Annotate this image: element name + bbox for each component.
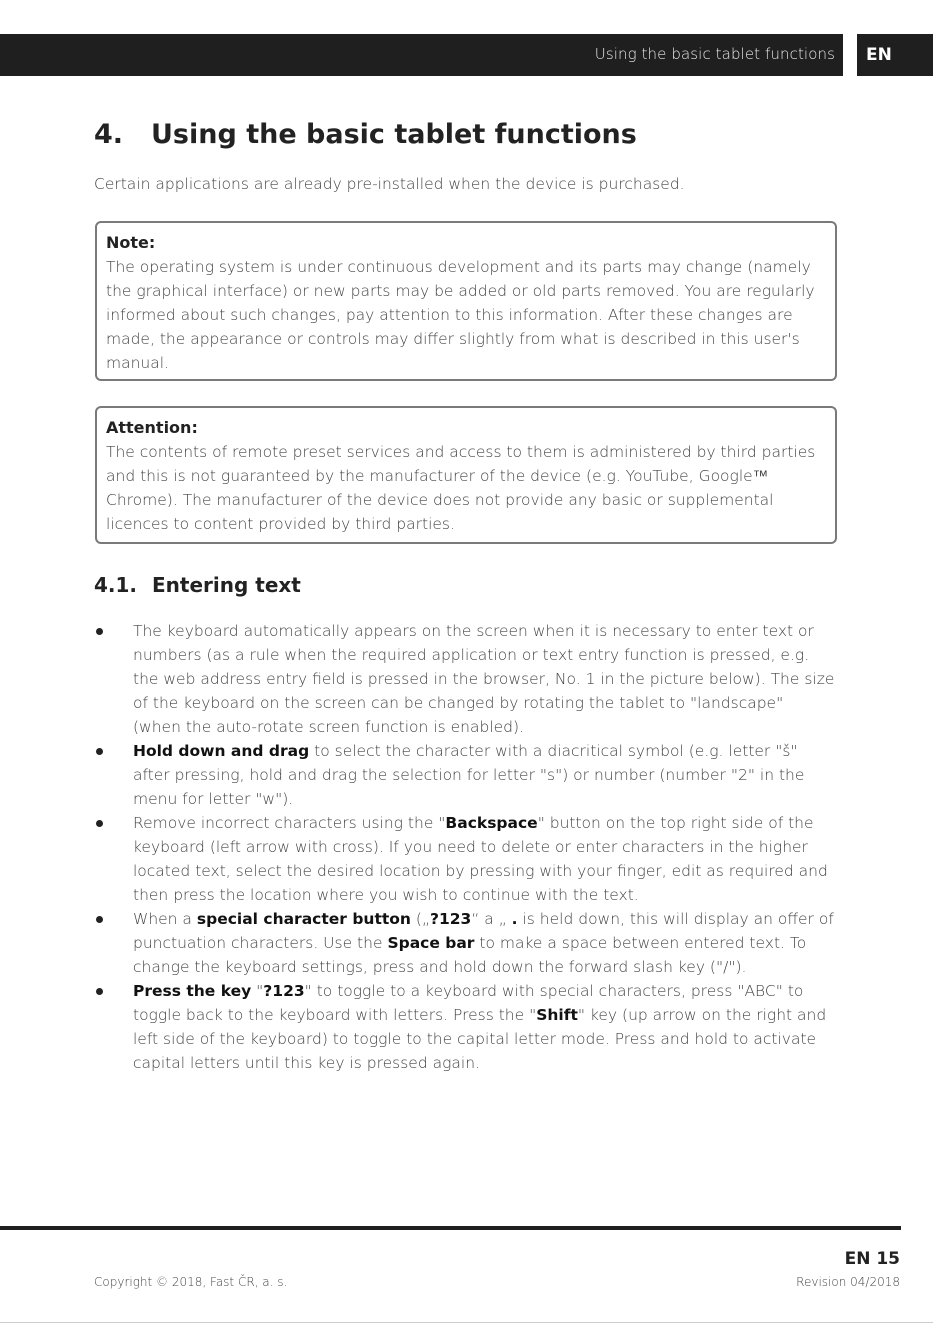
bullet-icon xyxy=(96,748,103,755)
attention-box xyxy=(95,406,837,544)
copyright: Copyright © 2018, Fast ČR, a. s. xyxy=(94,1275,288,1289)
bullet-icon xyxy=(96,988,103,995)
list-item: Press the key "?123" to toggle to a keyboard with special characters, press "ABC" to toggle back to the keyboard with letters. Press the "Shift" key (up arrow on the right and left side of the keyboard) to toggle to the capital letter mode. Press and hold to activate capital letters until this key is pressed again. xyxy=(94,979,836,1075)
footer-divider xyxy=(0,1226,901,1230)
running-title: Using the basic tablet functions xyxy=(594,45,835,63)
section-title-text: Entering text xyxy=(152,573,301,597)
bullet-icon xyxy=(96,628,103,635)
list-item: Remove incorrect characters using the "Backspace" button on the top right side of the keyboard (left arrow with cross). If you need to delete or enter characters in the higher located text, select the desired location by pressing with your finger, edit as required and then press the location where you wish to continue with the text. xyxy=(94,811,836,907)
note-box xyxy=(95,221,837,381)
section-title xyxy=(94,573,301,597)
chapter-number: 4. xyxy=(94,119,124,150)
chapter-intro: Certain applications are already pre-installed when the device is purchased. xyxy=(94,175,685,193)
attention-body: The contents of remote preset services and access to them is administered by third parties and this is not guaranteed by the manufacturer of the device (e.g. YouTube, Google™ Chrome). The manufacturer of the device does not provide any basic or supplemental licences to content provided by third parties. xyxy=(106,443,816,533)
bullet-icon xyxy=(96,916,103,923)
page-edge-rule xyxy=(0,1322,933,1323)
list-item: When a special character button („?123“ a „ . is held down, this will display an offer of punctuation characters. Use the Space bar to make a space between entered text. To change the keyboard settings, press and hold down the forward slash key ("/"). xyxy=(94,907,836,979)
header-bar xyxy=(0,34,843,76)
note-heading: Note: xyxy=(106,233,156,252)
attention-heading: Attention: xyxy=(106,418,198,437)
revision: Revision 04/2018 xyxy=(796,1275,900,1289)
note-body: The operating system is under continuous development and its parts may change (namely the graphical interface) or new parts may be added or old parts removed. You are regularly informed about such changes, pay attention to this information. After these changes are made, the appearance or controls may differ slightly from what is described in this user's manual. xyxy=(106,258,815,372)
bullet-icon xyxy=(96,820,103,827)
page-number: EN 15 xyxy=(844,1249,900,1269)
language-tab: EN xyxy=(857,34,933,76)
list-item: Hold down and drag to select the character with a diacritical symbol (e.g. letter "š" after pressing, hold and drag the selection for letter "s") or number (number "2" in the menu for letter "w"). xyxy=(94,739,836,811)
chapter-title xyxy=(94,119,637,150)
section-number: 4.1. xyxy=(94,573,138,597)
chapter-title-text: Using the basic tablet functions xyxy=(151,119,637,150)
list-item: The keyboard automatically appears on the screen when it is necessary to enter text or numbers (as a rule when the required application or text entry function is pressed, e.g. the web address entry field is pressed in the browser, No. 1 in the picture below). The size of the keyboard on the screen can be changed by rotating the tablet to "landscape" (when the auto-rotate screen function is enabled). xyxy=(94,619,836,739)
bullet-list xyxy=(94,619,836,1075)
